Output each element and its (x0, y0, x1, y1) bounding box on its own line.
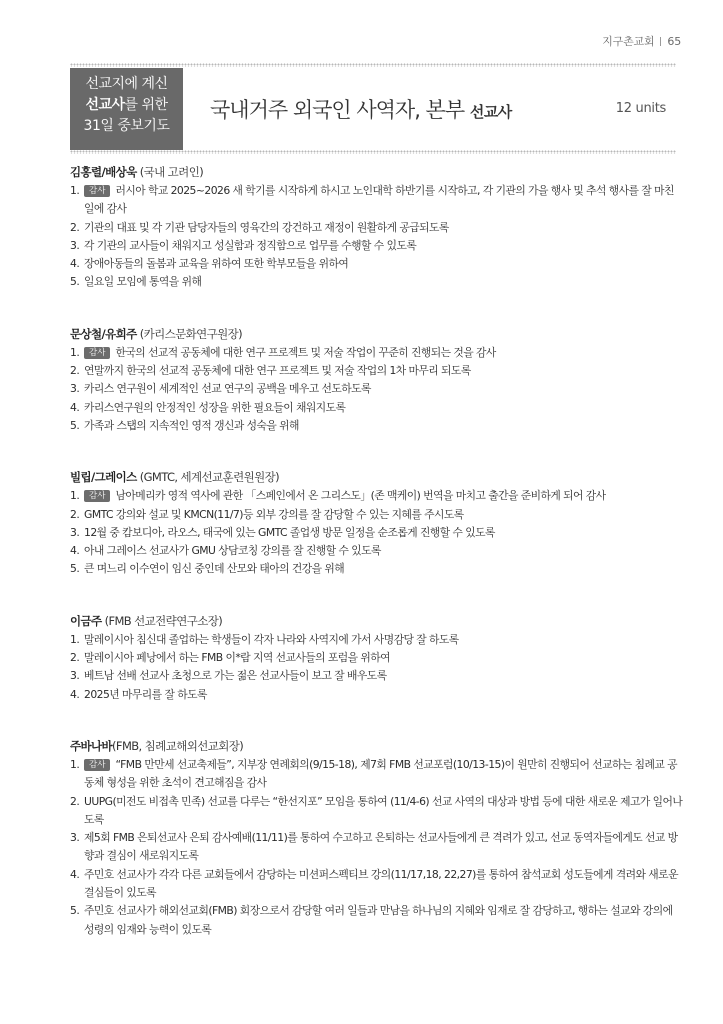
prayer-item (70, 506, 685, 524)
prayer-item (70, 560, 685, 578)
item-text: 남아메리카 영적 역사에 관한 「스페인에서 온 그리스도」(존 맥케이) 번역을 마치고 출간을 준비하게 되어 감사 (115, 489, 606, 503)
series-title-line2 (70, 95, 183, 116)
missionary-heading (70, 164, 685, 181)
item-text: 큰 며느리 이수연이 임신 중인데 산모와 태아의 건강을 위해 (84, 562, 345, 576)
item-text: 말레이시아 페낭에서 하는 FMB 이*람 지역 선교사들의 포럼을 위하여 (84, 651, 391, 665)
thanks-badge: 감사 (84, 759, 110, 771)
item-text: 주민호 선교사가 해외선교회(FMB) 회장으로서 감당할 여러 일들과 만남을 하나님의 지혜와 임재로 잘 감당하고, 행하는 설교와 강의에 성령의 임재와 능력이 있도록 (84, 904, 673, 936)
prayer-item (70, 902, 685, 939)
prayer-item (70, 380, 685, 398)
missionary-section (70, 738, 685, 939)
item-text: 장애아동들의 돌봄과 교육을 위하여 또한 학부모들을 위하여 (84, 257, 349, 271)
item-text: 한국의 선교적 공동체에 대한 연구 프로젝트 및 저술 작업이 꾸준히 진행되는 것을 감사 (115, 345, 496, 359)
missionary-section (70, 613, 685, 704)
prayer-item (70, 399, 685, 417)
missionary-role: (국내 고려인) (136, 165, 204, 179)
prayer-item (70, 756, 685, 793)
item-text: “FMB 만만세 선교축제들”, 지부장 연례회의(9/15-18), 제7회 FMB 선교포럼(10/13-15)이 원만히 진행되어 선교하는 침례교 공동체 형성을 위한 초석이 견고해짐을 감사 (84, 757, 678, 790)
item-number: 5. (70, 904, 80, 918)
item-number: 2. (70, 364, 80, 378)
item-text: 카리스연구원의 안정적인 성장을 위한 필요들이 채워지도록 (84, 400, 346, 414)
item-number: 4. (70, 257, 80, 271)
units-count: 12 units (615, 101, 666, 116)
item-text: 아내 그레이스 선교사가 GMU 상담코칭 강의를 잘 진행할 수 있도록 (84, 544, 381, 558)
page-title-text: 국내거주 외국인 사역자, 본부 (210, 98, 465, 122)
missionary-role: (GMTC, 세계선교훈련원원장) (136, 470, 279, 485)
item-number: 5. (70, 562, 80, 576)
series-title-rest: 를 위한 (124, 97, 168, 113)
item-number: 5. (70, 418, 80, 432)
missionary-name: 문상철/유희주 (70, 326, 137, 341)
missionary-heading (70, 738, 685, 755)
item-text: 주민호 선교사가 각각 다른 교회들에서 감당하는 미션퍼스펙티브 강의(11/17,18, 22,27)를 통하여 참석교회 성도들에게 격려와 새로운 결심들이 있도록 (84, 867, 678, 900)
prayer-item (70, 273, 685, 291)
prayer-item (70, 667, 685, 685)
item-text: 베트남 선배 선교사 초청으로 가는 젊은 선교사들이 보고 잘 배우도록 (84, 669, 387, 683)
prayer-item (70, 866, 685, 903)
item-text: 제5회 FMB 은퇴선교사 은퇴 감사예배(11/11)를 통하여 수고하고 은퇴하는 선교사들에게 큰 격려가 있고, 선교 동역자들에게도 선교 방향과 결심이 새로워지도록 (84, 831, 678, 863)
prayer-item (70, 631, 685, 649)
item-text: 2025년 마무리를 잘 하도록 (84, 687, 207, 701)
item-text: UUPG(미전도 비접촉 민족) 선교를 다루는 “한선지포” 모임을 통하여 (11/4-6) 선교 사역의 대상과 방법 등에 대한 새로운 제고가 일어나도록 (84, 794, 683, 826)
page-title-suffix: 선교사 (469, 103, 512, 121)
item-number: 3. (70, 525, 80, 539)
header-divider (660, 37, 661, 46)
item-text: 기관의 대표 및 각 기관 담당자들의 영육간의 강건하고 재정이 원활하게 공급되도록 (84, 220, 449, 234)
missionary-heading (70, 469, 685, 486)
item-number: 2. (70, 507, 80, 521)
item-number: 2. (70, 220, 80, 234)
missionary-section (70, 164, 685, 292)
item-number: 3. (70, 669, 80, 683)
page-header (602, 33, 681, 49)
item-number: 3. (70, 382, 80, 396)
prayer-item (70, 487, 685, 505)
prayer-item (70, 255, 685, 273)
series-title-line1: 선교지에 계신 (85, 76, 168, 92)
item-text: 카리스 연구원이 세계적인 선교 연구의 공백을 메우고 선도하도록 (84, 382, 371, 396)
prayer-item (70, 237, 685, 255)
item-number: 4. (70, 867, 80, 881)
item-text: 말레이시아 침신대 졸업하는 학생들이 각자 나라와 사역지에 가서 사명감당 잘 하도록 (84, 632, 459, 646)
item-text: 러시아 학교 2025~2026 새 학기를 시작하게 하시고 노인대학 하반기를 시작하고, 각 기관의 가을 행사 및 추석 행사를 잘 마친 일에 감사 (84, 184, 674, 216)
missionary-heading (70, 326, 685, 343)
item-number: 1. (70, 757, 80, 771)
missionary-heading (70, 613, 685, 630)
page-title (210, 94, 512, 124)
item-number: 1. (70, 489, 80, 503)
item-number: 1. (70, 632, 80, 646)
item-text: 연말까지 한국의 선교적 공동체에 대한 연구 프로젝트 및 저술 작업의 1차 마무리 되도록 (84, 364, 471, 378)
missionary-name: 이금주 (70, 613, 102, 628)
item-text: 일요일 모임에 통역을 위해 (84, 275, 202, 289)
series-title-strong: 선교사 (85, 97, 125, 113)
missionary-role: (FMB 선교전략연구소장) (101, 613, 223, 628)
prayer-item (70, 793, 685, 830)
prayer-item (70, 362, 685, 380)
item-number: 4. (70, 400, 80, 414)
section-name: 지구촌교회 (602, 35, 655, 48)
dotted-rule-bottom (70, 150, 676, 154)
missionary-section (70, 469, 685, 578)
item-text: 각 기관의 교사들이 채워지고 성실함과 정직함으로 업무를 수행할 수 있도록 (84, 238, 417, 252)
dotted-rule-top (70, 63, 676, 67)
item-number: 3. (70, 238, 80, 252)
prayer-item (70, 649, 685, 667)
prayer-item (70, 524, 685, 542)
prayer-item (70, 829, 685, 866)
item-text: 12월 중 캄보디아, 라오스, 태국에 있는 GMTC 졸업생 방문 일정을 순조롭게 진행할 수 있도록 (84, 525, 495, 539)
page-number: 65 (667, 35, 681, 48)
item-number: 5. (70, 275, 80, 289)
thanks-badge: 감사 (84, 490, 110, 502)
prayer-list (70, 164, 685, 939)
missionary-section (70, 326, 685, 435)
item-number: 2. (70, 651, 80, 665)
missionary-role: (FMB, 침례교해외선교회장) (112, 738, 244, 753)
series-title-line3: 31일 중보기도 (83, 118, 170, 134)
prayer-item (70, 219, 685, 237)
missionary-name: 김홍렬/배상욱 (70, 165, 137, 179)
item-number: 2. (70, 794, 80, 808)
prayer-item (70, 344, 685, 362)
item-number: 4. (70, 687, 80, 701)
item-text: GMTC 강의와 설교 및 KMCN(11/7)등 외부 강의를 잘 감당할 수 있는 지혜를 주시도록 (84, 507, 464, 521)
prayer-item (70, 417, 685, 435)
thanks-badge: 감사 (84, 185, 110, 197)
item-number: 1. (70, 345, 80, 359)
missionary-name: 빌립/그레이스 (70, 470, 137, 485)
thanks-badge: 감사 (84, 347, 110, 359)
item-number: 1. (70, 184, 80, 197)
prayer-item (70, 542, 685, 560)
item-number: 4. (70, 544, 80, 558)
missionary-name: 주바나바 (70, 738, 113, 753)
item-text: 가족과 스탭의 지속적인 영적 갱신과 성숙을 위해 (84, 418, 299, 432)
prayer-item (70, 182, 685, 219)
item-number: 3. (70, 831, 80, 845)
prayer-item (70, 686, 685, 704)
missionary-role: (카리스문화연구원장) (136, 326, 243, 341)
series-title-box (70, 68, 183, 150)
